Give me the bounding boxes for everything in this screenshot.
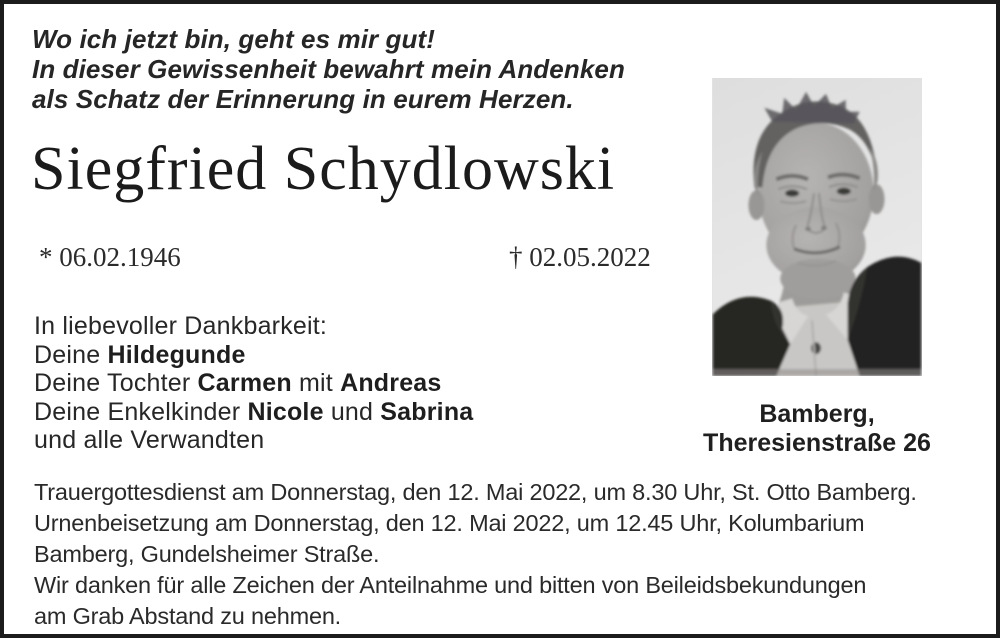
- nostril: [805, 227, 811, 231]
- address-block: [698, 400, 936, 458]
- details-line: Wir danken für alle Zeichen der Anteilnahme und bitten von Beileidsbekundungen: [34, 572, 867, 598]
- quote-line: In dieser Gewissenheit bewahrt mein Andenken: [32, 54, 625, 84]
- quote-line: als Schatz der Erinnerung in eurem Herzen.: [32, 84, 574, 114]
- address-street: Theresienstraße 26: [703, 429, 931, 457]
- family-line: und alle Verwandten: [34, 426, 265, 455]
- portrait-photo: [712, 78, 922, 376]
- family-line: Deine Enkelkinder Nicole und Sabrina: [34, 397, 474, 426]
- details-line: Urnenbeisetzung am Donnerstag, den 12. Mai 2022, um 12.45 Uhr, Kolumbarium: [34, 510, 865, 536]
- deceased-name: Siegfried Schydlowski: [31, 135, 616, 203]
- family-thanks: [34, 312, 473, 455]
- address-city: Bamberg,: [759, 400, 875, 428]
- death-date: † 02.05.2022: [509, 242, 651, 272]
- funeral-details: [34, 477, 986, 632]
- eye: [785, 190, 799, 197]
- shirt-button: [811, 342, 821, 354]
- quote-line: Wo ich jetzt bin, geht es mir gut!: [32, 24, 436, 54]
- photo-bottom-shadow: [713, 369, 922, 376]
- details-line: am Grab Abstand zu nehmen.: [34, 603, 342, 629]
- memorial-quote: [32, 24, 625, 114]
- portrait-photo-illustration: [712, 78, 922, 376]
- family-line: Deine Tochter Carmen mit Andreas: [34, 369, 442, 398]
- details-line: Bamberg, Gundelsheimer Straße.: [34, 541, 380, 567]
- life-dates: [4, 242, 704, 276]
- family-line: Deine Hildegunde: [34, 340, 246, 369]
- details-line: Trauergottesdienst am Donnerstag, den 12. Mai 2022, um 8.30 Uhr, St. Otto Bamberg.: [34, 479, 917, 505]
- ear: [748, 190, 764, 220]
- birth-date: * 06.02.1946: [39, 242, 181, 272]
- eye: [837, 188, 851, 195]
- nostril: [821, 226, 827, 230]
- ear: [869, 184, 885, 214]
- family-intro: In liebevoller Dankbarkeit:: [34, 312, 328, 340]
